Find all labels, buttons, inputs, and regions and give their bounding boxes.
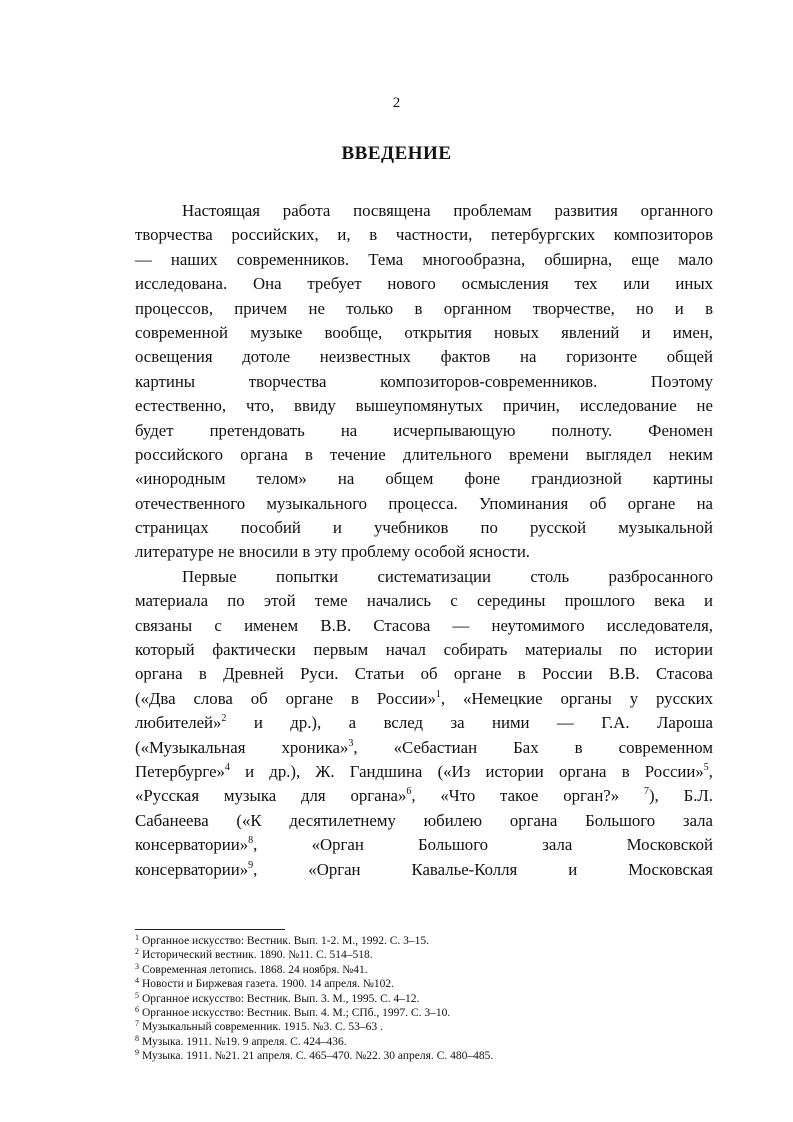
footnote-number: 7	[135, 1019, 139, 1029]
page-title: ВВЕДЕНИЕ	[341, 143, 452, 164]
text-segment: ,	[708, 761, 713, 781]
text-line: литературе не вносили в эту проблему особой ясности.	[135, 542, 530, 562]
footnote-text: Новости и Биржевая газета. 1900. 14 апреля. №102.	[142, 978, 395, 991]
footnote-number: 9	[135, 1048, 139, 1058]
text-line: который фактически первым начал собирать материалы по истории	[135, 640, 713, 660]
footnote-text: Органное искусство: Вестник. Вып. 3. М., 1995. С. 4–12.	[142, 992, 420, 1005]
text-line	[135, 833, 713, 857]
text-line: исследована. Она требует нового осмысления тех или иных	[135, 274, 713, 294]
text-segment: , «Себастиан Бах в современном	[353, 737, 713, 757]
text-line: картины творчества композиторов-современников. Поэтому	[135, 371, 713, 391]
footnote	[135, 948, 695, 962]
footnote-number: 8	[135, 1033, 139, 1043]
text-line: — наших современников. Тема многообразна, обширна, еще мало	[135, 249, 713, 269]
footnote-ref: 1	[435, 688, 441, 700]
footnote-ref: 2	[221, 713, 227, 725]
footnote	[135, 963, 695, 977]
text-line: естественно, что, ввиду вышеупомянутых причин, исследование не	[135, 396, 713, 416]
text-segment: консерватории»	[135, 859, 249, 879]
footnote-number: 2	[135, 947, 139, 957]
body-text	[135, 199, 713, 882]
footnote-number: 1	[135, 933, 139, 942]
text-line: Настоящая работа посвящена проблемам развития органного	[182, 201, 713, 220]
footnote-text: Органное искусство: Вестник. Вып. 4. М.; СПб., 1997. С. 3–10.	[142, 1006, 451, 1019]
text-segment: и др.), Ж. Гандшина («Из истории органа в России»	[229, 761, 704, 781]
footnote	[135, 992, 695, 1006]
text-line: органа в Древней Руси. Статьи об органе в России В.В. Стасова	[135, 664, 713, 684]
footnote-text: Современная летопись. 1868. 24 ноября. №41.	[142, 963, 368, 976]
text-segment: («Два слова об органе в России»	[135, 688, 436, 708]
footnote-number: 3	[135, 961, 139, 971]
footnotes	[135, 934, 695, 1064]
text-line	[135, 858, 713, 882]
footnote-number: 6	[135, 1004, 139, 1014]
footnote	[135, 934, 695, 948]
footnote	[135, 977, 695, 991]
text-line: будет претендовать на исчерпывающую полноту. Феномен	[135, 420, 713, 440]
text-line: российского органа в течение длительного времени выглядел неким	[135, 444, 713, 464]
text-segment: , «Орган Большого зала Московской	[253, 835, 713, 855]
footnote	[135, 1049, 695, 1063]
footnote-number: 5	[135, 990, 139, 1000]
text-line: Первые попытки систематизации столь разбросанного	[182, 566, 713, 586]
text-line	[135, 687, 713, 711]
footnote-text: Музыка. 1911. №19. 9 апреля. С. 424–436.	[142, 1035, 347, 1048]
text-line: Сабанеева («К десятилетнему юбилею органа Большого зала	[135, 810, 713, 830]
footnote	[135, 1035, 695, 1049]
text-line: связаны с именем В.В. Стасова — неутомимого исследователя,	[135, 615, 713, 635]
text-line: процессов, причем не только в органном творчестве, но и в	[135, 298, 713, 318]
text-segment: , «Что такое орган?»	[411, 786, 644, 806]
text-segment: и др.), а вслед за ними — Г.А. Лароша	[226, 713, 713, 733]
footnote	[135, 1020, 695, 1034]
footnote-ref: 8	[248, 835, 254, 847]
text-line	[135, 711, 713, 735]
footnote-number: 4	[135, 976, 139, 986]
text-line	[135, 784, 713, 808]
footnote-text: Музыкальный современник. 1915. №3. С. 53–63 .	[142, 1021, 383, 1034]
text-segment: , «Орган Кавалье-Колля и Московская	[253, 859, 713, 879]
footnote-divider	[135, 929, 285, 930]
footnote-text: Органное искусство: Вестник. Вып. 1-2. М., 1992. С. 3–15.	[142, 935, 430, 947]
footnote-ref: 3	[348, 737, 354, 749]
text-segment: («Музыкальная хроника»	[135, 737, 349, 757]
text-line: освещения дотоле неизвестных фактов на горизонте общей	[135, 347, 713, 367]
text-line: отечественного музыкального процесса. Упоминания об органе на	[135, 493, 713, 513]
text-line: материала по этой теме начались с середины прошлого века и	[135, 591, 713, 611]
text-line: творчества российских, и, в частности, петербургских композиторов	[135, 225, 713, 245]
footnote-text: Музыка. 1911. №21. 21 апреля. С. 465–470. №22. 30 апреля. С. 480–485.	[142, 1050, 494, 1063]
footnote-text: Исторический вестник. 1890. №11. С. 514–518.	[142, 949, 373, 962]
footnote-ref: 4	[224, 761, 230, 773]
text-segment: ), Б.Л.	[648, 786, 713, 806]
text-line: современной музыке вообще, открытия новых явлений и имен,	[135, 322, 713, 342]
footnote-ref: 9	[248, 859, 254, 871]
text-line	[135, 736, 713, 760]
text-segment: любителей»	[135, 713, 222, 733]
footnote-ref: 6	[406, 786, 412, 798]
footnote-ref: 7	[643, 786, 649, 798]
text-line: страницах пособий и учебников по русской музыкальной	[135, 518, 713, 538]
footnote-ref: 5	[703, 761, 709, 773]
text-segment: Петербурге»	[135, 761, 225, 781]
footnote	[135, 1006, 695, 1020]
text-line: «инородным телом» на общем фоне грандиозной картины	[135, 469, 713, 489]
text-segment: консерватории»	[135, 835, 249, 855]
text-line	[135, 760, 713, 784]
text-segment: «Русская музыка для органа»	[135, 786, 407, 806]
text-segment: , «Немецкие органы у русских	[440, 688, 713, 708]
page-number: 2	[392, 95, 401, 111]
